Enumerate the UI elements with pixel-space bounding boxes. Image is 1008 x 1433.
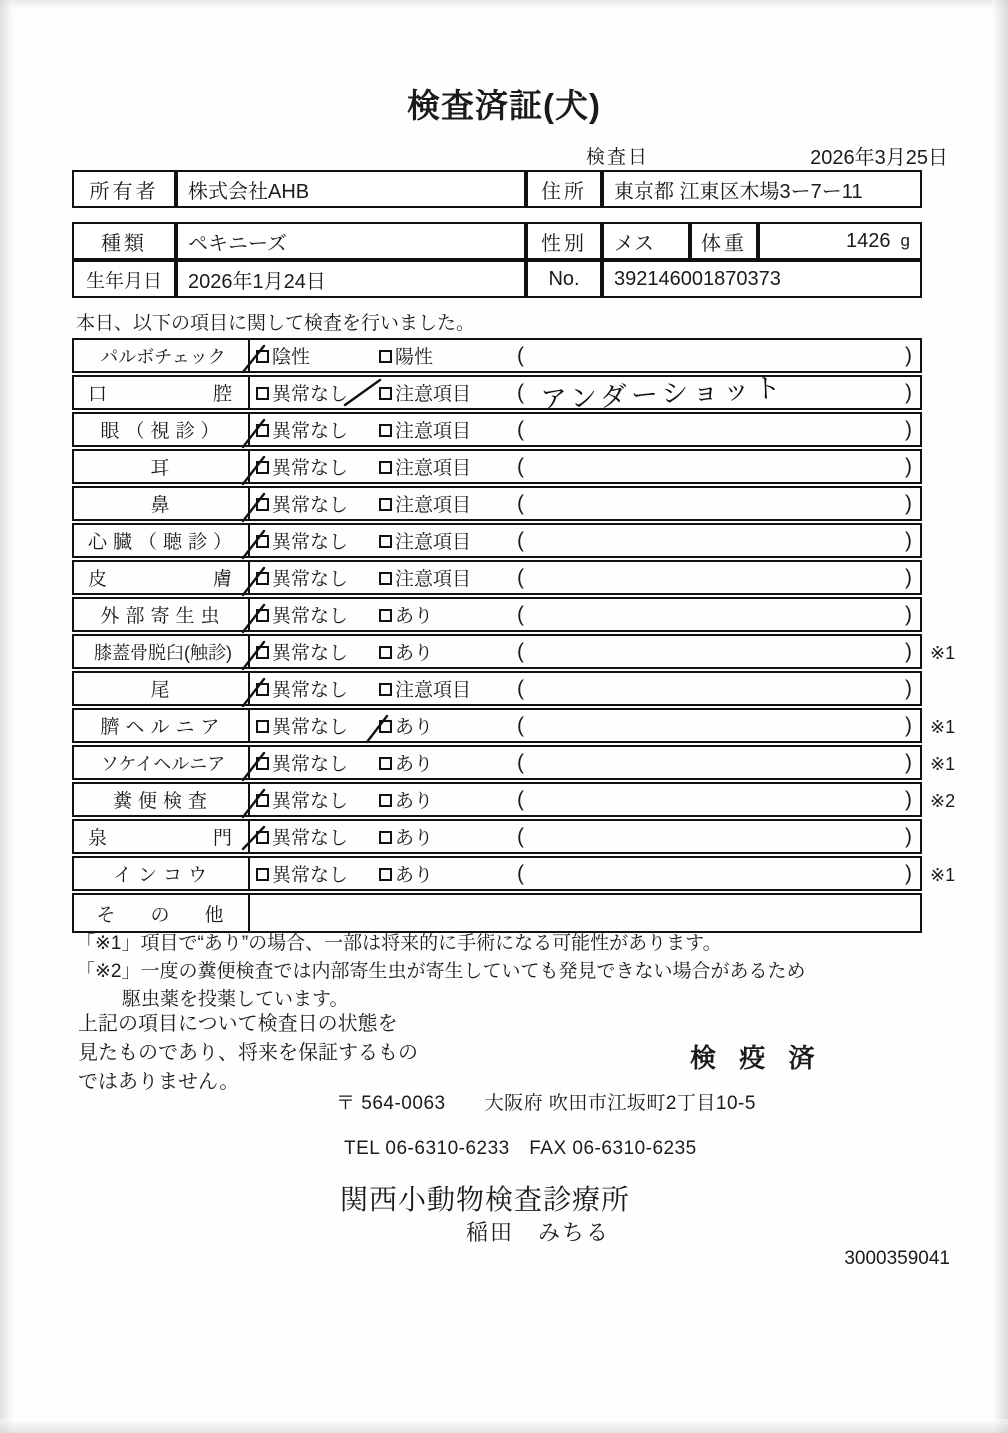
checkbox-option-2-label: 注意項目 [395,495,472,516]
footnote-marker: ※1 [930,754,956,774]
checkbox-icon[interactable] [256,387,269,400]
comment-paren-close: ) [905,824,912,848]
checkbox-icon[interactable] [256,609,269,622]
comment-paren-open: ( [517,639,524,663]
sex-value: メス [602,222,690,260]
checkbox-option-1[interactable] [256,562,348,593]
checkbox-icon[interactable] [379,461,392,474]
checkbox-icon[interactable] [379,535,392,548]
exam-date-value: 2026年3月25日 [810,147,948,169]
comment-paren-open: ( [517,528,524,552]
checkbox-option-2-label: 注意項目 [395,421,472,442]
checkbox-option-1[interactable] [256,673,348,704]
checkbox-icon[interactable] [256,794,269,807]
checkbox-icon[interactable] [256,720,269,733]
checkbox-option-2[interactable] [379,488,471,519]
weight-unit: g [900,231,910,250]
owner-value: 株式会社AHB [176,170,526,208]
inspection-item-label: 尾 [74,673,250,704]
comment-paren-close: ) [905,602,912,626]
checkbox-option-2[interactable] [379,525,471,556]
comment-paren-close: ) [905,491,912,515]
checkbox-icon[interactable] [256,646,269,659]
table-row [72,449,922,484]
checkbox-option-1-label: 異常なし [272,828,349,849]
checkbox-option-2[interactable] [379,562,471,593]
comment-paren-open: ( [517,824,524,848]
table-row [72,782,922,817]
checkbox-icon[interactable] [256,535,269,548]
checkbox-option-2[interactable] [379,858,433,889]
checkbox-option-1[interactable] [256,636,348,667]
checkbox-option-2-label: あり [395,643,434,664]
checkbox-option-2[interactable] [379,821,433,852]
checkbox-icon[interactable] [256,572,269,585]
comment-paren-close: ) [905,713,912,737]
checkbox-option-1-label: 陰性 [272,347,311,368]
disclaimer-line-3: ではありません。 [78,1071,240,1093]
no-value: 392146001870373 [602,260,922,298]
checkbox-option-1[interactable] [256,858,348,889]
table-row [72,819,922,854]
checkbox-option-1[interactable] [256,821,348,852]
address-label: 住所 [526,170,602,208]
inspection-item-label: 耳 [74,451,250,482]
disclaimer-line-1: 上記の項目について検査日の状態を [78,1013,398,1035]
inspection-item-label: 泉 門 [74,821,250,852]
checkbox-option-2[interactable] [379,377,471,408]
checkbox-option-2-label: 注意項目 [395,569,472,590]
checkbox-icon[interactable] [379,350,392,363]
scan-edge-bottom [0,1419,1008,1433]
table-row [72,523,922,558]
document-number: 3000359041 [844,1248,950,1269]
comment-paren-open: ( [517,602,524,626]
checkbox-icon[interactable] [256,868,269,881]
table-row [72,856,922,891]
checkbox-option-2-label: 注意項目 [395,458,472,479]
checkbox-option-2-label: あり [395,606,434,627]
table-row [72,375,922,410]
checkbox-option-2[interactable] [379,747,433,778]
checkbox-option-2[interactable] [379,636,433,667]
checkbox-option-1-label: 異常なし [272,754,349,775]
checkbox-option-2-label: 注意項目 [395,384,472,405]
checkbox-option-1[interactable] [256,488,348,519]
inspection-item-label: 臍ヘルニア [74,710,250,741]
checkbox-option-1-label: 異常なし [272,791,349,812]
checkbox-icon[interactable] [379,794,392,807]
checkbox-option-1-label: 異常なし [272,865,349,886]
checkbox-option-1-label: 異常なし [272,569,349,590]
checkbox-icon[interactable] [379,572,392,585]
checkbox-option-1[interactable] [256,451,348,482]
checkbox-option-1[interactable] [256,747,348,778]
page-title: 検査済証(犬) [407,87,601,124]
comment-paren-close: ) [905,454,912,478]
footnote-marker: ※1 [930,643,956,663]
breed-value: ペキニーズ [176,222,526,260]
checkbox-option-2[interactable] [379,414,471,445]
comment-paren-open: ( [517,380,524,404]
weight-cell [758,222,922,260]
inspection-item-label: 皮 膚 [74,562,250,593]
inspection-item-label: ソケイヘルニア [74,747,250,778]
inspection-item-label: 糞便検査 [74,784,250,815]
weight-label: 体重 [690,222,758,260]
checkbox-option-1-label: 異常なし [272,680,349,701]
comment-paren-close: ) [905,787,912,811]
footnotes [76,930,806,1014]
birth-label: 生年月日 [72,260,176,298]
checkbox-option-2[interactable] [379,451,471,482]
checkbox-icon[interactable] [379,609,392,622]
checkbox-icon[interactable] [379,424,392,437]
checkbox-option-2-label: あり [395,828,434,849]
comment-paren-close: ) [905,565,912,589]
checkbox-option-1[interactable] [256,414,348,445]
comment-paren-close: ) [905,750,912,774]
checkbox-icon[interactable] [379,757,392,770]
comment-paren-open: ( [517,750,524,774]
checkbox-icon[interactable] [256,461,269,474]
comment-paren-close: ) [905,380,912,404]
comment-paren-open: ( [517,676,524,700]
birth-value: 2026年1月24日 [176,260,526,298]
inspection-item-label: 鼻 [74,488,250,519]
clinic-telephone: TEL 06-6310-6233 FAX 06-6310-6235 [344,1138,697,1159]
disclaimer [78,1010,418,1097]
checkbox-option-2-label: 陽性 [395,347,434,368]
comment-paren-open: ( [517,491,524,515]
comment-paren-open: ( [517,787,524,811]
checkbox-option-1-label: 異常なし [272,495,349,516]
no-label: No. [526,260,602,298]
comment-paren-close: ) [905,528,912,552]
checkbox-option-1[interactable] [256,599,348,630]
checkbox-icon[interactable] [256,424,269,437]
checkbox-icon[interactable] [256,757,269,770]
checkbox-icon[interactable] [379,683,392,696]
comment-paren-close: ) [905,676,912,700]
checkbox-option-1[interactable] [256,377,348,408]
checkbox-option-2-label: あり [395,717,434,738]
checkbox-option-1-label: 異常なし [272,643,349,664]
footnote-1: 「※1」項目で“あり”の場合、一部は将来的に手術になる可能性があります。 [76,933,722,954]
checkbox-option-2-label: あり [395,791,434,812]
footnote-marker: ※1 [930,865,956,885]
inspection-item-label: インコウ [74,858,250,889]
comment-paren-open: ( [517,417,524,441]
veterinarian-name: 稲田 みちる [466,1220,611,1245]
table-row [72,338,922,373]
sex-label: 性別 [526,222,602,260]
checkbox-option-2-label: 注意項目 [395,680,472,701]
inspection-item-label: 口 腔 [74,377,250,408]
checkbox-icon[interactable] [379,387,392,400]
footnote-marker: ※1 [930,717,956,737]
table-row [72,671,922,706]
comment-paren-close: ) [905,861,912,885]
table-row [72,486,922,521]
checkbox-icon[interactable] [379,646,392,659]
checkbox-option-2[interactable] [379,673,471,704]
table-row [72,745,922,780]
checkbox-option-1-label: 異常なし [272,421,349,442]
checkbox-option-2[interactable] [379,599,433,630]
checkbox-option-1-label: 異常なし [272,458,349,479]
clinic-postal-address: 〒 564-0063 大阪府 吹田市江坂町2丁目10-5 [336,1093,756,1114]
checkbox-option-1-label: 異常なし [272,717,349,738]
weight-value: 1426 [846,229,891,252]
table-row [72,597,922,632]
checkbox-option-2[interactable] [379,710,433,741]
intro-text: 本日、以下の項目に関して検査を行いました。 [76,313,476,334]
inspection-item-label: 眼（視診） [74,414,250,445]
comment-paren-close: ) [905,417,912,441]
checkbox-option-2-label: 注意項目 [395,532,472,553]
handwritten-comment: アンダーショット [539,372,786,417]
table-row [72,634,922,669]
checkbox-icon[interactable] [256,831,269,844]
inspection-item-label: パルボチェック [74,340,250,371]
checkbox-option-1-label: 異常なし [272,532,349,553]
checkbox-icon[interactable] [379,831,392,844]
comment-paren-close: ) [905,343,912,367]
scan-edge-left [0,0,14,1433]
inspection-item-label: 膝蓋骨脱臼(触診) [74,636,250,667]
checkbox-option-2-label: あり [395,865,434,886]
checkbox-icon[interactable] [256,683,269,696]
checkbox-option-2[interactable] [379,784,433,815]
checkbox-option-1[interactable] [256,340,310,371]
checkbox-option-1-label: 異常なし [272,606,349,627]
scan-edge-top [0,0,1008,10]
comment-paren-open: ( [517,343,524,367]
checkbox-icon[interactable] [379,498,392,511]
owner-label: 所有者 [72,170,176,208]
disclaimer-line-2: 見たものであり、将来を保証するもの [78,1042,418,1064]
checkbox-icon[interactable] [256,498,269,511]
other-row [72,893,922,933]
table-row [72,412,922,447]
checkbox-option-1-label: 異常なし [272,384,349,405]
footnote-marker: ※2 [930,791,956,811]
checkbox-icon[interactable] [379,868,392,881]
checkbox-icon[interactable] [379,720,392,733]
inspection-item-label: 心臓（聴診） [74,525,250,556]
exam-date-label: 検査日 [586,147,650,168]
comment-paren-open: ( [517,861,524,885]
comment-paren-close: ) [905,639,912,663]
checkbox-option-1[interactable] [256,784,348,815]
checkbox-icon[interactable] [256,350,269,363]
scan-edge-right [992,0,1008,1433]
clinic-name: 関西小動物検査診療所 [340,1184,631,1215]
footnote-2: 「※2」一度の糞便検査では内部寄生虫が寄生していても発見できない場合があるため [76,961,806,982]
comment-paren-open: ( [517,713,524,737]
breed-label: 種類 [72,222,176,260]
inspection-item-label: 外部寄生虫 [74,599,250,630]
address-value: 東京都 江東区木場3ー7ー11 [602,170,922,208]
checkbox-option-1[interactable] [256,710,348,741]
table-row [72,708,922,743]
footnote-3: 駆虫薬を投薬しています。 [122,989,349,1010]
table-row [72,560,922,595]
other-row-label: そ の 他 [74,895,250,931]
comment-paren-open: ( [517,565,524,589]
checkbox-option-2[interactable] [379,340,433,371]
checkbox-option-2-label: あり [395,754,434,775]
comment-paren-open: ( [517,454,524,478]
quarantine-stamp: 検 疫 済 [690,1043,823,1073]
checkbox-option-1[interactable] [256,525,348,556]
